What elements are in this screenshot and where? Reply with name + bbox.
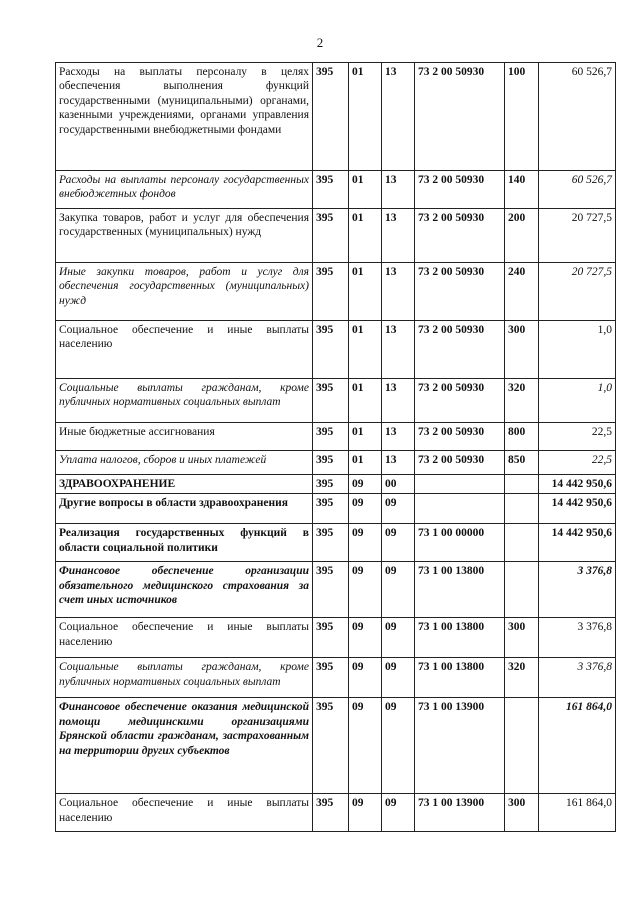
ministry-code-cell: 395 xyxy=(313,379,349,423)
row-name-cell: Реализация государственных функций в области социальной политики xyxy=(56,524,313,562)
target-article-cell xyxy=(415,494,505,524)
row-name-cell: Социальные выплаты гражданам, кроме публичных нормативных социальных выплат xyxy=(56,379,313,423)
section-code-cell: 09 xyxy=(349,698,382,794)
section-code-cell: 09 xyxy=(349,794,382,832)
expense-type-cell: 320 xyxy=(505,379,539,423)
section-code-cell: 01 xyxy=(349,63,382,171)
subsection-code-cell: 09 xyxy=(382,698,415,794)
subsection-code-cell: 09 xyxy=(382,794,415,832)
subsection-code-cell: 13 xyxy=(382,321,415,379)
expense-type-cell: 300 xyxy=(505,618,539,658)
subsection-code-cell: 09 xyxy=(382,618,415,658)
subsection-code-cell: 13 xyxy=(382,379,415,423)
subsection-code-cell: 13 xyxy=(382,209,415,263)
ministry-code-cell: 395 xyxy=(313,618,349,658)
section-code-cell: 01 xyxy=(349,209,382,263)
amount-cell: 22,5 xyxy=(539,451,616,475)
amount-cell: 1,0 xyxy=(539,321,616,379)
amount-cell: 161 864,0 xyxy=(539,794,616,832)
table-row xyxy=(56,451,616,475)
section-code-cell: 09 xyxy=(349,494,382,524)
expense-type-cell: 850 xyxy=(505,451,539,475)
row-name-cell: Иные закупки товаров, работ и услуг для обеспечения государственных (муниципальных) нужд xyxy=(56,263,313,321)
row-name-cell: Финансовое обеспечение организации обязательного медицинского страхования за счет иных источников xyxy=(56,562,313,618)
expense-type-cell: 200 xyxy=(505,209,539,263)
target-article-cell: 73 2 00 50930 xyxy=(415,171,505,209)
row-name-cell: Социальные выплаты гражданам, кроме публичных нормативных социальных выплат xyxy=(56,658,313,698)
table-row xyxy=(56,263,616,321)
table-row xyxy=(56,658,616,698)
table-row xyxy=(56,379,616,423)
ministry-code-cell: 395 xyxy=(313,63,349,171)
table-row xyxy=(56,698,616,794)
subsection-code-cell: 13 xyxy=(382,63,415,171)
target-article-cell: 73 2 00 50930 xyxy=(415,423,505,451)
ministry-code-cell: 395 xyxy=(313,794,349,832)
page-number: 2 xyxy=(316,35,324,50)
amount-cell: 14 442 950,6 xyxy=(539,475,616,494)
section-code-cell: 01 xyxy=(349,451,382,475)
subsection-code-cell: 13 xyxy=(382,263,415,321)
target-article-cell: 73 2 00 50930 xyxy=(415,209,505,263)
subsection-code-cell: 09 xyxy=(382,524,415,562)
target-article-cell: 73 1 00 13800 xyxy=(415,562,505,618)
table-row xyxy=(56,794,616,832)
ministry-code-cell: 395 xyxy=(313,171,349,209)
row-name-cell: Социальное обеспечение и иные выплаты населению xyxy=(56,618,313,658)
section-code-cell: 09 xyxy=(349,618,382,658)
target-article-cell: 73 2 00 50930 xyxy=(415,379,505,423)
table-row xyxy=(56,423,616,451)
expense-type-cell xyxy=(505,524,539,562)
amount-cell: 14 442 950,6 xyxy=(539,524,616,562)
amount-cell: 20 727,5 xyxy=(539,263,616,321)
amount-cell: 1,0 xyxy=(539,379,616,423)
expense-type-cell: 800 xyxy=(505,423,539,451)
amount-cell: 3 376,8 xyxy=(539,618,616,658)
target-article-cell: 73 1 00 13900 xyxy=(415,698,505,794)
target-article-cell: 73 2 00 50930 xyxy=(415,63,505,171)
target-article-cell: 73 1 00 13800 xyxy=(415,618,505,658)
subsection-code-cell: 09 xyxy=(382,658,415,698)
section-code-cell: 01 xyxy=(349,423,382,451)
expense-type-cell: 100 xyxy=(505,63,539,171)
target-article-cell: 73 2 00 50930 xyxy=(415,321,505,379)
section-code-cell: 01 xyxy=(349,263,382,321)
amount-cell: 3 376,8 xyxy=(539,562,616,618)
ministry-code-cell: 395 xyxy=(313,321,349,379)
expense-type-cell xyxy=(505,698,539,794)
row-name-cell: Закупка товаров, работ и услуг для обеспечения государственных (муниципальных) нужд xyxy=(56,209,313,263)
table-row xyxy=(56,618,616,658)
subsection-code-cell: 09 xyxy=(382,562,415,618)
amount-cell: 20 727,5 xyxy=(539,209,616,263)
row-name-cell: Социальное обеспечение и иные выплаты населению xyxy=(56,321,313,379)
subsection-code-cell: 13 xyxy=(382,423,415,451)
expense-type-cell xyxy=(505,562,539,618)
ministry-code-cell: 395 xyxy=(313,524,349,562)
expense-type-cell xyxy=(505,494,539,524)
row-name-cell: Социальное обеспечение и иные выплаты населению xyxy=(56,794,313,832)
target-article-cell: 73 1 00 00000 xyxy=(415,524,505,562)
ministry-code-cell: 395 xyxy=(313,494,349,524)
target-article-cell xyxy=(415,475,505,494)
subsection-code-cell: 00 xyxy=(382,475,415,494)
expense-type-cell: 320 xyxy=(505,658,539,698)
table-row xyxy=(56,171,616,209)
subsection-code-cell: 13 xyxy=(382,171,415,209)
expense-type-cell: 240 xyxy=(505,263,539,321)
expense-type-cell xyxy=(505,475,539,494)
row-name-cell: Другие вопросы в области здравоохранения xyxy=(56,494,313,524)
expense-type-cell: 300 xyxy=(505,321,539,379)
ministry-code-cell: 395 xyxy=(313,209,349,263)
row-name-cell: Расходы на выплаты персоналу государственных внебюджетных фондов xyxy=(56,171,313,209)
row-name-cell: Финансовое обеспечение оказания медицинской помощи медицинскими организациями Брянской области гражданам, застрахованным на территории других субъектов xyxy=(56,698,313,794)
table-row xyxy=(56,209,616,263)
table-row xyxy=(56,562,616,618)
ministry-code-cell: 395 xyxy=(313,475,349,494)
target-article-cell: 73 1 00 13900 xyxy=(415,794,505,832)
ministry-code-cell: 395 xyxy=(313,562,349,618)
target-article-cell: 73 2 00 50930 xyxy=(415,451,505,475)
target-article-cell: 73 1 00 13800 xyxy=(415,658,505,698)
target-article-cell: 73 2 00 50930 xyxy=(415,263,505,321)
subsection-code-cell: 09 xyxy=(382,494,415,524)
section-code-cell: 01 xyxy=(349,321,382,379)
table-row xyxy=(56,321,616,379)
amount-cell: 161 864,0 xyxy=(539,698,616,794)
budget-table xyxy=(55,62,616,832)
table-row xyxy=(56,524,616,562)
ministry-code-cell: 395 xyxy=(313,263,349,321)
row-name-cell: Расходы на выплаты персоналу в целях обеспечения выполнения функций государственными (муниципальными) органами, казенными учреждениями, органами управления государственными внебюджетными фондами xyxy=(56,63,313,171)
ministry-code-cell: 395 xyxy=(313,423,349,451)
row-name-cell: Иные бюджетные ассигнования xyxy=(56,423,313,451)
amount-cell: 60 526,7 xyxy=(539,171,616,209)
table-row xyxy=(56,494,616,524)
section-code-cell: 09 xyxy=(349,658,382,698)
row-name-cell: Уплата налогов, сборов и иных платежей xyxy=(56,451,313,475)
subsection-code-cell: 13 xyxy=(382,451,415,475)
ministry-code-cell: 395 xyxy=(313,698,349,794)
ministry-code-cell: 395 xyxy=(313,451,349,475)
expense-type-cell: 140 xyxy=(505,171,539,209)
section-code-cell: 01 xyxy=(349,379,382,423)
section-code-cell: 09 xyxy=(349,475,382,494)
amount-cell: 14 442 950,6 xyxy=(539,494,616,524)
amount-cell: 22,5 xyxy=(539,423,616,451)
row-name-cell: ЗДРАВООХРАНЕНИЕ xyxy=(56,475,313,494)
section-code-cell: 09 xyxy=(349,562,382,618)
expense-type-cell: 300 xyxy=(505,794,539,832)
table-row xyxy=(56,63,616,171)
table-row xyxy=(56,475,616,494)
section-code-cell: 01 xyxy=(349,171,382,209)
ministry-code-cell: 395 xyxy=(313,658,349,698)
section-code-cell: 09 xyxy=(349,524,382,562)
amount-cell: 60 526,7 xyxy=(539,63,616,171)
amount-cell: 3 376,8 xyxy=(539,658,616,698)
